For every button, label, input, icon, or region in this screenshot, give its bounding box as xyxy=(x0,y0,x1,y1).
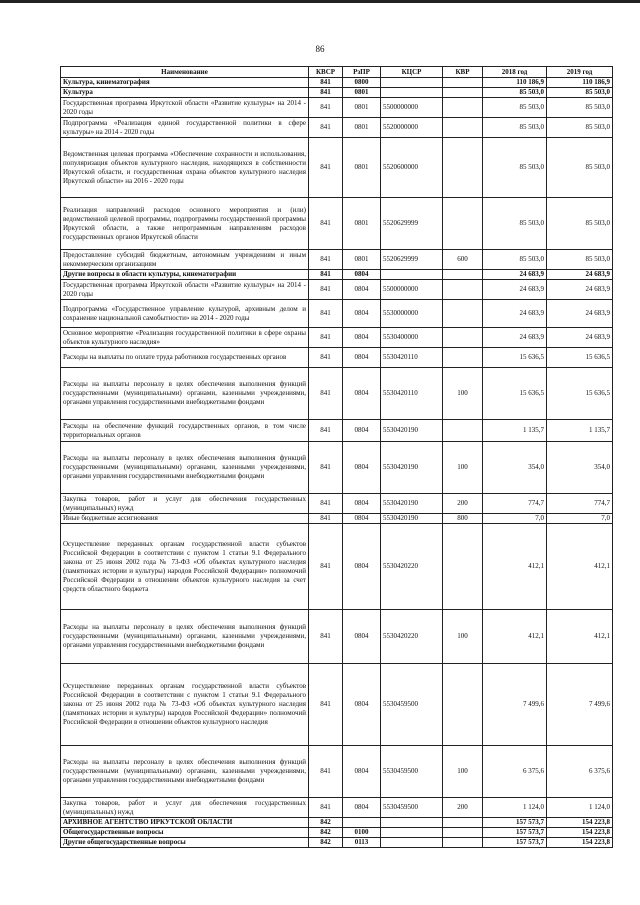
row-kvsr: 841 xyxy=(309,328,343,348)
row-2018: 354,0 xyxy=(483,442,547,494)
row-2018: 6 375,6 xyxy=(483,746,547,798)
row-kcsr: 5530420190 xyxy=(381,420,443,442)
table-row xyxy=(61,250,613,270)
row-kcsr: 5530459500 xyxy=(381,664,443,746)
row-name: Ведомственная целевая программа «Обеспечение сохранности и использования, популяризация объектов культурного наследия, находящихся в собственности Иркутской области, и государственная охрана объектов культурного наследия Иркутской области» на 2016 - 2020 годы xyxy=(61,138,309,198)
row-2018: 110 186,9 xyxy=(483,78,547,88)
row-2019: 412,1 xyxy=(547,610,613,664)
row-2019: 1 124,0 xyxy=(547,798,613,818)
row-kcsr: 5520629999 xyxy=(381,250,443,270)
row-2018: 85 503,0 xyxy=(483,88,547,98)
row-2019: 154 223,8 xyxy=(547,828,613,838)
row-rzpr: 0100 xyxy=(343,828,381,838)
row-kvsr: 841 xyxy=(309,98,343,118)
row-kcsr xyxy=(381,88,443,98)
table-row xyxy=(61,524,613,610)
row-name: Расходы на выплаты персоналу в целях обеспечения выполнения функций государственными (муниципальными) органами, казенными учреждениями, органами управления государственными внебюджетными фондами xyxy=(61,442,309,494)
row-2018: 157 573,7 xyxy=(483,828,547,838)
row-2018: 7 499,6 xyxy=(483,664,547,746)
row-2019: 85 503,0 xyxy=(547,198,613,250)
row-2019: 85 503,0 xyxy=(547,138,613,198)
row-name: Государственная программа Иркутской области «Развитие культуры» на 2014 - 2020 годы xyxy=(61,280,309,300)
row-kvsr: 841 xyxy=(309,250,343,270)
row-2018: 85 503,0 xyxy=(483,138,547,198)
row-kvr xyxy=(443,818,483,828)
row-kvsr: 841 xyxy=(309,746,343,798)
row-2018: 24 683,9 xyxy=(483,300,547,328)
row-2018: 412,1 xyxy=(483,524,547,610)
row-kvr xyxy=(443,198,483,250)
row-kcsr: 5530420220 xyxy=(381,524,443,610)
table-row xyxy=(61,138,613,198)
row-kvr xyxy=(443,664,483,746)
row-name: Культура, кинематография xyxy=(61,78,309,88)
row-kvr: 100 xyxy=(443,746,483,798)
row-kcsr: 5530420110 xyxy=(381,368,443,420)
row-rzpr: 0804 xyxy=(343,270,381,280)
row-kvr xyxy=(443,838,483,848)
row-2018: 85 503,0 xyxy=(483,98,547,118)
row-rzpr: 0801 xyxy=(343,198,381,250)
row-kvsr: 841 xyxy=(309,78,343,88)
row-rzpr: 0801 xyxy=(343,250,381,270)
row-2018: 774,7 xyxy=(483,494,547,514)
row-2018: 85 503,0 xyxy=(483,118,547,138)
row-name: Реализация направлений расходов основного мероприятия и (или) ведомственной целевой программы, подпрограммы государственной программы Иркутской области, а также непрограммным направлениям расходов государственных органов Иркутской области xyxy=(61,198,309,250)
row-kvr: 200 xyxy=(443,798,483,818)
row-rzpr: 0804 xyxy=(343,280,381,300)
row-kvr: 600 xyxy=(443,250,483,270)
row-name: Расходы на выплаты персоналу в целях обеспечения выполнения функций государственными (муниципальными) органами, казенными учреждениями, органами управления государственными внебюджетными фондами xyxy=(61,610,309,664)
row-2019: 15 636,5 xyxy=(547,368,613,420)
table-row xyxy=(61,664,613,746)
row-2019: 85 503,0 xyxy=(547,88,613,98)
row-name: Осуществление переданных органам государственной власти субъектов Российской Федерации в соответствии с пунктом 1 статьи 9.1 Федерального закона от 25 июня 2002 года № 73-ФЗ «Об объектах культурного наследия (памятниках истории и культуры) народов Российской Федерации» полномочий Российской Федерации в отношении объектов культурного наследия xyxy=(61,664,309,746)
row-kcsr xyxy=(381,818,443,828)
header-kvsr: КВСР xyxy=(309,67,343,78)
table-row xyxy=(61,828,613,838)
row-kcsr: 5530420190 xyxy=(381,494,443,514)
row-2019: 6 375,6 xyxy=(547,746,613,798)
header-2019: 2019 год xyxy=(547,67,613,78)
row-name: Осуществление переданных органам государственной власти субъектов Российской Федерации в соответствии с пунктом 1 статьи 9.1 Федерального закона от 25 июня 2002 года № 73-ФЗ «Об объектах культурного наследия (памятниках истории и культуры) народов Российской Федерации» полномочий Российской Федерации в отношении объектов культурного наследия за счет средств областного бюджета xyxy=(61,524,309,610)
row-kvsr: 841 xyxy=(309,524,343,610)
row-kvr xyxy=(443,348,483,368)
row-kvsr: 841 xyxy=(309,514,343,524)
row-kcsr: 5530459500 xyxy=(381,798,443,818)
row-kcsr: 5520629999 xyxy=(381,198,443,250)
row-kcsr: 5530420190 xyxy=(381,514,443,524)
row-rzpr: 0804 xyxy=(343,664,381,746)
row-2019: 24 683,9 xyxy=(547,280,613,300)
row-2018: 15 636,5 xyxy=(483,368,547,420)
row-2019: 412,1 xyxy=(547,524,613,610)
table-row xyxy=(61,300,613,328)
table-row xyxy=(61,818,613,828)
table-row xyxy=(61,88,613,98)
row-kvr xyxy=(443,98,483,118)
row-kcsr: 5500000000 xyxy=(381,280,443,300)
table-row xyxy=(61,494,613,514)
row-kcsr: 5530420110 xyxy=(381,348,443,368)
row-kvr xyxy=(443,300,483,328)
row-2019: 774,7 xyxy=(547,494,613,514)
row-2019: 7 499,6 xyxy=(547,664,613,746)
row-2019: 154 223,8 xyxy=(547,838,613,848)
row-kvr xyxy=(443,78,483,88)
row-name: Основное мероприятие «Реализация государственной политики в сфере охраны объектов культурного наследия» xyxy=(61,328,309,348)
header-rzpr: РзПР xyxy=(343,67,381,78)
row-kcsr: 5530000000 xyxy=(381,300,443,328)
row-name: Закупка товаров, работ и услуг для обеспечения государственных (муниципальных) нужд xyxy=(61,798,309,818)
row-kvr xyxy=(443,420,483,442)
row-rzpr: 0804 xyxy=(343,798,381,818)
page-number: 86 xyxy=(315,44,325,54)
row-kcsr: 5530459500 xyxy=(381,746,443,798)
row-kvr: 100 xyxy=(443,610,483,664)
row-kvsr: 841 xyxy=(309,368,343,420)
row-2018: 24 683,9 xyxy=(483,280,547,300)
row-2018: 85 503,0 xyxy=(483,198,547,250)
row-2018: 412,1 xyxy=(483,610,547,664)
row-rzpr xyxy=(343,818,381,828)
row-rzpr: 0804 xyxy=(343,420,381,442)
row-2018: 157 573,7 xyxy=(483,818,547,828)
table-row xyxy=(61,348,613,368)
row-kvr: 200 xyxy=(443,494,483,514)
table-row xyxy=(61,198,613,250)
row-kvr xyxy=(443,270,483,280)
row-kvsr: 841 xyxy=(309,664,343,746)
row-name: Другие общегосударственные вопросы xyxy=(61,838,309,848)
table-row xyxy=(61,746,613,798)
table-row xyxy=(61,270,613,280)
table-row xyxy=(61,610,613,664)
row-kvsr: 841 xyxy=(309,118,343,138)
row-rzpr: 0804 xyxy=(343,746,381,798)
row-name: Предоставление субсидий бюджетным, автономным учреждениям и иным некоммерческим организациям xyxy=(61,250,309,270)
row-rzpr: 0804 xyxy=(343,368,381,420)
row-kcsr: 5530420220 xyxy=(381,610,443,664)
row-name: Культура xyxy=(61,88,309,98)
row-name: Иные бюджетные ассигнования xyxy=(61,514,309,524)
row-kvsr: 842 xyxy=(309,838,343,848)
row-rzpr: 0801 xyxy=(343,98,381,118)
row-2018: 24 683,9 xyxy=(483,270,547,280)
row-kvsr: 841 xyxy=(309,198,343,250)
row-kcsr xyxy=(381,270,443,280)
row-2018: 157 573,7 xyxy=(483,838,547,848)
row-2018: 1 135,7 xyxy=(483,420,547,442)
budget-table xyxy=(60,66,613,848)
row-2019: 154 223,8 xyxy=(547,818,613,828)
row-kcsr: 5530400000 xyxy=(381,328,443,348)
row-kvr: 100 xyxy=(443,368,483,420)
table-row xyxy=(61,328,613,348)
row-kvr xyxy=(443,828,483,838)
table-row xyxy=(61,78,613,88)
row-2019: 24 683,9 xyxy=(547,300,613,328)
row-rzpr: 0804 xyxy=(343,328,381,348)
row-kvr xyxy=(443,88,483,98)
row-kvsr: 842 xyxy=(309,828,343,838)
row-kcsr: 5520600000 xyxy=(381,138,443,198)
row-name: Расходы на выплаты по оплате труда работников государственных органов xyxy=(61,348,309,368)
row-rzpr: 0801 xyxy=(343,88,381,98)
row-kvsr: 841 xyxy=(309,494,343,514)
row-kcsr xyxy=(381,838,443,848)
row-2018: 7,0 xyxy=(483,514,547,524)
table-row xyxy=(61,838,613,848)
row-kvr: 800 xyxy=(443,514,483,524)
row-2018: 1 124,0 xyxy=(483,798,547,818)
table-row xyxy=(61,514,613,524)
row-name: АРХИВНОЕ АГЕНТСТВО ИРКУТСКОЙ ОБЛАСТИ xyxy=(61,818,309,828)
row-2019: 354,0 xyxy=(547,442,613,494)
row-kcsr xyxy=(381,828,443,838)
row-2019: 15 636,5 xyxy=(547,348,613,368)
row-name: Подпрограмма «Государственное управление культурой, архивным делом и сохранение национальной самобытности» на 2014 - 2020 годы xyxy=(61,300,309,328)
row-name: Расходы на выплаты персоналу в целях обеспечения выполнения функций государственными (муниципальными) органами, казенными учреждениями, органами управления государственными внебюджетными фондами xyxy=(61,368,309,420)
row-2019: 24 683,9 xyxy=(547,328,613,348)
row-kvr xyxy=(443,138,483,198)
row-rzpr: 0113 xyxy=(343,838,381,848)
row-kvsr: 841 xyxy=(309,442,343,494)
row-name: Государственная программа Иркутской области «Развитие культуры» на 2014 - 2020 годы xyxy=(61,98,309,118)
table-row xyxy=(61,98,613,118)
row-kvr: 100 xyxy=(443,442,483,494)
row-kvsr: 841 xyxy=(309,610,343,664)
row-kvr xyxy=(443,280,483,300)
row-kvr xyxy=(443,118,483,138)
row-name: Общегосударственные вопросы xyxy=(61,828,309,838)
row-2019: 1 135,7 xyxy=(547,420,613,442)
row-rzpr: 0801 xyxy=(343,118,381,138)
row-2019: 85 503,0 xyxy=(547,118,613,138)
table-row xyxy=(61,368,613,420)
row-rzpr: 0804 xyxy=(343,524,381,610)
table-header-row xyxy=(61,67,613,78)
row-kvsr: 841 xyxy=(309,300,343,328)
header-kcsr: КЦСР xyxy=(381,67,443,78)
page-top-border xyxy=(0,0,640,3)
row-rzpr: 0804 xyxy=(343,610,381,664)
row-name: Расходы на выплаты персоналу в целях обеспечения выполнения функций государственными (муниципальными) органами, казенными учреждениями, органами управления государственными внебюджетными фондами xyxy=(61,746,309,798)
row-kvsr: 841 xyxy=(309,280,343,300)
row-kcsr: 5530420190 xyxy=(381,442,443,494)
row-2019: 85 503,0 xyxy=(547,98,613,118)
table-row xyxy=(61,118,613,138)
row-kcsr: 5520000000 xyxy=(381,118,443,138)
row-name: Другие вопросы в области культуры, кинематографии xyxy=(61,270,309,280)
row-kvsr: 841 xyxy=(309,88,343,98)
table-row xyxy=(61,798,613,818)
row-2019: 24 683,9 xyxy=(547,270,613,280)
row-kvsr: 841 xyxy=(309,138,343,198)
row-name: Расходы на обеспечение функций государственных органов, в том числе территориальных органов xyxy=(61,420,309,442)
row-rzpr: 0804 xyxy=(343,300,381,328)
row-2019: 110 186,9 xyxy=(547,78,613,88)
row-kvsr: 841 xyxy=(309,348,343,368)
row-kcsr xyxy=(381,78,443,88)
row-kvsr: 841 xyxy=(309,798,343,818)
row-rzpr: 0804 xyxy=(343,494,381,514)
header-name: Наименование xyxy=(61,67,309,78)
row-rzpr: 0804 xyxy=(343,442,381,494)
row-name: Закупка товаров, работ и услуг для обеспечения государственных (муниципальных) нужд xyxy=(61,494,309,514)
row-2018: 15 636,5 xyxy=(483,348,547,368)
table-body xyxy=(61,78,613,848)
row-kvr xyxy=(443,328,483,348)
table-row xyxy=(61,280,613,300)
row-kvsr: 841 xyxy=(309,420,343,442)
row-name: Подпрограмма «Реализация единой государственной политики в сфере культуры» на 2014 - 2020 годы xyxy=(61,118,309,138)
header-kvr: КВР xyxy=(443,67,483,78)
row-rzpr: 0801 xyxy=(343,138,381,198)
row-2019: 85 503,0 xyxy=(547,250,613,270)
row-rzpr: 0804 xyxy=(343,348,381,368)
row-kvsr: 841 xyxy=(309,270,343,280)
row-2019: 7,0 xyxy=(547,514,613,524)
row-rzpr: 0800 xyxy=(343,78,381,88)
row-2018: 24 683,9 xyxy=(483,328,547,348)
row-2018: 85 503,0 xyxy=(483,250,547,270)
table-row xyxy=(61,442,613,494)
row-kvsr: 842 xyxy=(309,818,343,828)
row-rzpr: 0804 xyxy=(343,514,381,524)
row-kcsr: 5500000000 xyxy=(381,98,443,118)
row-kvr xyxy=(443,524,483,610)
header-2018: 2018 год xyxy=(483,67,547,78)
table-row xyxy=(61,420,613,442)
